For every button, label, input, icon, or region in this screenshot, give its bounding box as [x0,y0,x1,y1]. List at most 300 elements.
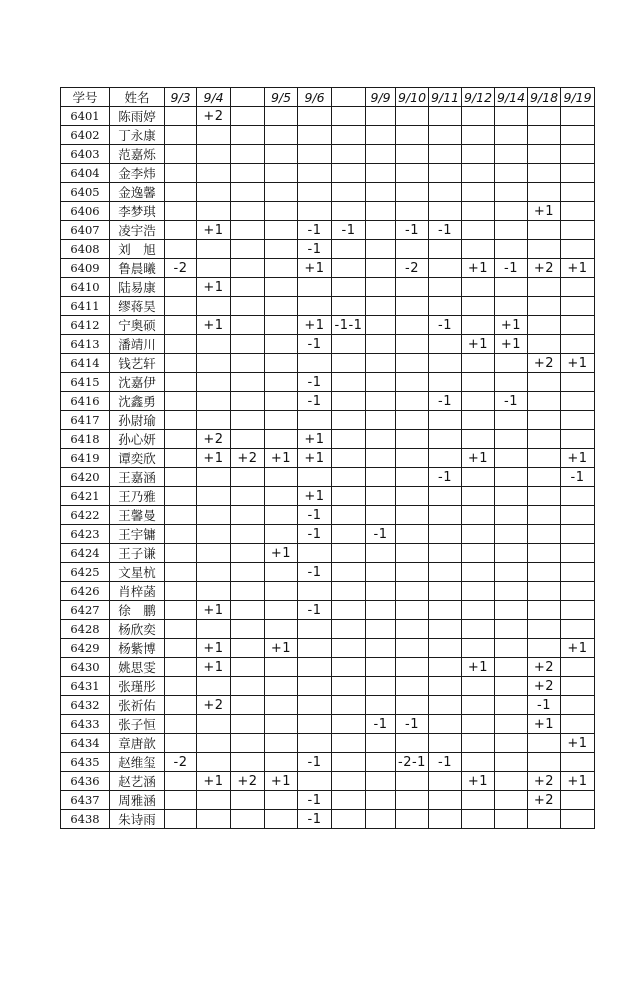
score-mark-cell [332,772,366,791]
score-mark-cell [231,601,265,620]
score-mark-cell [396,316,429,335]
score-mark-cell [265,468,298,487]
score-mark-cell [366,639,396,658]
score-mark-cell [561,392,595,411]
student-name-cell: 王宇镛 [110,525,165,544]
score-mark-cell: +1 [197,658,231,677]
score-mark-cell [332,278,366,297]
student-name-cell: 潘靖川 [110,335,165,354]
student-row [61,582,595,601]
student-name-cell: 杨欣奕 [110,620,165,639]
score-mark-cell [462,620,495,639]
score-mark-cell [197,411,231,430]
score-mark-cell [165,506,197,525]
score-mark-cell: -1 [429,468,462,487]
score-mark-cell [429,297,462,316]
score-mark-cell [332,487,366,506]
student-name-cell: 沈嘉伊 [110,373,165,392]
score-mark-cell [528,753,561,772]
score-mark-cell: -2 [396,259,429,278]
score-mark-cell [197,810,231,829]
score-mark-cell [298,107,332,126]
score-mark-cell [366,183,396,202]
score-mark-cell [366,240,396,259]
score-mark-cell: +2 [528,677,561,696]
score-mark-cell: +1 [265,449,298,468]
student-id-cell: 6404 [61,164,110,183]
score-mark-cell [165,791,197,810]
score-mark-cell [429,373,462,392]
score-mark-cell [231,639,265,658]
score-mark-cell [528,582,561,601]
student-row [61,525,595,544]
score-mark-cell [462,677,495,696]
score-mark-cell [495,715,528,734]
student-row [61,639,595,658]
score-mark-cell [561,487,595,506]
score-mark-cell [528,487,561,506]
score-mark-cell [429,582,462,601]
score-mark-cell [561,715,595,734]
score-mark-cell: -2 [165,259,197,278]
score-mark-cell [462,544,495,563]
student-name-cell: 张瑾彤 [110,677,165,696]
score-mark-cell [332,468,366,487]
score-mark-cell [561,601,595,620]
score-mark-cell [231,582,265,601]
score-mark-cell [462,525,495,544]
score-mark-cell [231,810,265,829]
header-date: 9/18 [528,88,561,107]
score-mark-cell [561,430,595,449]
score-mark-cell [332,202,366,221]
score-mark-cell [165,392,197,411]
score-mark-cell: +1 [298,259,332,278]
score-mark-cell [462,316,495,335]
score-mark-cell [495,126,528,145]
student-name-cell: 文星杭 [110,563,165,582]
score-mark-cell: +1 [462,772,495,791]
score-mark-cell [265,810,298,829]
score-mark-cell [265,183,298,202]
score-mark-cell [396,582,429,601]
header-date: 9/5 [265,88,298,107]
score-mark-cell [298,183,332,202]
score-mark-cell [528,430,561,449]
score-mark-cell [265,145,298,164]
score-mark-cell [462,791,495,810]
score-mark-cell [429,810,462,829]
score-mark-cell [462,734,495,753]
score-mark-cell [396,696,429,715]
score-mark-cell [231,411,265,430]
score-mark-cell [332,164,366,183]
score-mark-cell [265,658,298,677]
student-id-cell: 6409 [61,259,110,278]
roster-body [61,107,595,829]
score-mark-cell [528,335,561,354]
score-mark-cell [332,582,366,601]
header-date: 9/3 [165,88,197,107]
student-name-cell: 周雅涵 [110,791,165,810]
student-row [61,449,595,468]
score-mark-cell [265,430,298,449]
score-mark-cell [165,183,197,202]
score-mark-cell: +2 [528,354,561,373]
score-mark-cell [462,582,495,601]
score-mark-cell [528,107,561,126]
score-mark-cell [366,696,396,715]
score-mark-cell: -1 [396,221,429,240]
score-mark-cell [366,107,396,126]
student-id-cell: 6436 [61,772,110,791]
score-mark-cell [332,183,366,202]
score-mark-cell [231,487,265,506]
score-mark-cell [528,126,561,145]
score-mark-cell [366,620,396,639]
score-mark-cell [462,430,495,449]
score-mark-cell: -1 [298,810,332,829]
score-mark-cell [528,601,561,620]
score-mark-cell [495,202,528,221]
score-mark-cell [265,411,298,430]
header-date: 9/9 [366,88,396,107]
score-mark-cell: +2 [528,791,561,810]
score-mark-cell [462,753,495,772]
score-mark-cell [265,791,298,810]
score-mark-cell [332,506,366,525]
score-mark-cell [462,373,495,392]
score-mark-cell [265,373,298,392]
score-mark-cell [396,164,429,183]
score-mark-cell [528,506,561,525]
score-mark-cell [298,411,332,430]
student-name-cell: 赵维玺 [110,753,165,772]
score-mark-cell [495,145,528,164]
score-mark-cell [231,221,265,240]
score-mark-cell [165,696,197,715]
score-mark-cell [366,354,396,373]
score-mark-cell [462,392,495,411]
student-row [61,791,595,810]
score-mark-cell [197,563,231,582]
student-row [61,126,595,145]
score-mark-cell [561,335,595,354]
score-mark-cell [366,335,396,354]
header-student-name: 姓名 [110,88,165,107]
score-mark-cell [528,525,561,544]
score-mark-cell [495,696,528,715]
score-mark-cell [197,544,231,563]
student-id-cell: 6428 [61,620,110,639]
score-mark-cell [462,487,495,506]
student-name-cell: 金李炜 [110,164,165,183]
score-mark-cell [462,297,495,316]
score-mark-cell: -1 [298,506,332,525]
score-mark-cell [231,297,265,316]
score-mark-cell [561,658,595,677]
student-id-cell: 6431 [61,677,110,696]
score-mark-cell [495,620,528,639]
score-mark-cell [429,487,462,506]
score-mark-cell: +1 [298,316,332,335]
score-mark-cell [265,259,298,278]
score-mark-cell [165,544,197,563]
score-mark-cell [332,525,366,544]
score-mark-cell [429,354,462,373]
student-row [61,392,595,411]
score-mark-cell [197,487,231,506]
student-id-cell: 6407 [61,221,110,240]
score-mark-cell [332,335,366,354]
score-mark-cell: -1 [396,715,429,734]
student-name-cell: 李梦琪 [110,202,165,221]
score-mark-cell [396,202,429,221]
score-mark-cell [561,753,595,772]
score-mark-cell [429,126,462,145]
score-mark-cell [265,202,298,221]
student-row [61,183,595,202]
score-mark-cell: +1 [265,639,298,658]
header-date: 9/11 [429,88,462,107]
student-row [61,772,595,791]
student-name-cell: 张祈佑 [110,696,165,715]
student-id-cell: 6420 [61,468,110,487]
score-mark-cell [429,145,462,164]
score-mark-cell [165,449,197,468]
score-mark-cell [332,411,366,430]
student-id-cell: 6402 [61,126,110,145]
score-mark-cell [528,392,561,411]
student-id-cell: 6403 [61,145,110,164]
score-mark-cell [528,316,561,335]
score-mark-cell [265,335,298,354]
score-mark-cell [528,278,561,297]
score-mark-cell [396,658,429,677]
score-mark-cell [298,145,332,164]
score-mark-cell: +2 [231,449,265,468]
score-mark-cell: -1 [298,240,332,259]
score-mark-cell [165,677,197,696]
score-mark-cell [231,715,265,734]
score-mark-cell [495,278,528,297]
score-mark-cell [528,221,561,240]
score-mark-cell [366,658,396,677]
score-mark-cell [561,202,595,221]
score-mark-cell [495,107,528,126]
score-mark-cell [528,240,561,259]
score-mark-cell [495,164,528,183]
score-mark-cell: +2 [528,259,561,278]
score-mark-cell [332,449,366,468]
score-mark-cell [231,107,265,126]
score-mark-cell [197,335,231,354]
score-mark-cell [561,677,595,696]
student-row [61,620,595,639]
score-mark-cell [332,297,366,316]
score-mark-cell [462,107,495,126]
score-mark-cell [332,563,366,582]
student-name-cell: 沈鑫勇 [110,392,165,411]
score-mark-cell [197,392,231,411]
score-mark-cell: +1 [197,601,231,620]
score-mark-cell: +1 [528,715,561,734]
score-mark-cell [332,126,366,145]
student-row [61,810,595,829]
score-mark-cell [332,354,366,373]
score-mark-cell [332,677,366,696]
score-mark-cell [366,316,396,335]
score-mark-cell [265,126,298,145]
score-mark-cell [429,563,462,582]
score-mark-cell [231,506,265,525]
student-name-cell: 钱艺轩 [110,354,165,373]
score-mark-cell [429,677,462,696]
score-mark-cell: -1 [298,791,332,810]
score-mark-cell [429,335,462,354]
score-mark-cell [231,696,265,715]
score-mark-cell [265,715,298,734]
student-id-cell: 6411 [61,297,110,316]
score-mark-cell [165,202,197,221]
score-mark-cell [165,772,197,791]
score-mark-cell [462,354,495,373]
score-mark-cell [366,259,396,278]
score-mark-cell [396,183,429,202]
student-name-cell: 王子谦 [110,544,165,563]
score-mark-cell [561,373,595,392]
student-name-cell: 徐 鹏 [110,601,165,620]
score-mark-cell [231,753,265,772]
score-mark-cell [265,297,298,316]
student-row [61,677,595,696]
header-date: 9/12 [462,88,495,107]
student-id-cell: 6437 [61,791,110,810]
student-name-cell: 金逸馨 [110,183,165,202]
score-mark-cell [265,620,298,639]
student-name-cell: 王嘉涵 [110,468,165,487]
score-mark-cell [231,183,265,202]
score-mark-cell [462,164,495,183]
student-row [61,240,595,259]
student-id-cell: 6419 [61,449,110,468]
score-mark-cell: +1 [561,354,595,373]
score-mark-cell: -1-1 [332,316,366,335]
score-mark-cell: -1 [429,753,462,772]
student-id-cell: 6412 [61,316,110,335]
score-mark-cell [332,259,366,278]
score-mark-cell [396,639,429,658]
header-student-id: 学号 [61,88,110,107]
student-id-cell: 6434 [61,734,110,753]
score-mark-cell [332,601,366,620]
score-mark-cell [396,487,429,506]
score-mark-cell [495,430,528,449]
score-mark-cell: -1 [298,373,332,392]
score-mark-cell [495,487,528,506]
student-name-cell: 缪蒋昊 [110,297,165,316]
score-mark-cell [165,107,197,126]
score-mark-cell [561,316,595,335]
score-mark-cell [332,791,366,810]
score-mark-cell [396,107,429,126]
score-mark-cell [396,601,429,620]
score-mark-cell [298,677,332,696]
roster-table [60,87,595,829]
score-mark-cell [495,677,528,696]
student-name-cell: 杨紫博 [110,639,165,658]
score-mark-cell: +2 [197,107,231,126]
student-id-cell: 6426 [61,582,110,601]
score-mark-cell [561,297,595,316]
score-mark-cell [396,468,429,487]
score-mark-cell [366,221,396,240]
student-id-cell: 6413 [61,335,110,354]
score-mark-cell: +1 [561,639,595,658]
score-mark-cell [528,563,561,582]
score-mark-cell [197,677,231,696]
score-mark-cell [528,183,561,202]
score-mark-cell [528,544,561,563]
score-mark-cell [265,601,298,620]
score-mark-cell [197,753,231,772]
score-mark-cell [197,791,231,810]
score-mark-cell [495,734,528,753]
score-mark-cell [332,373,366,392]
score-mark-cell [366,506,396,525]
score-mark-cell [197,506,231,525]
score-mark-cell [561,164,595,183]
student-id-cell: 6422 [61,506,110,525]
score-mark-cell [561,506,595,525]
score-mark-cell: -1 [298,335,332,354]
score-mark-cell [197,582,231,601]
score-mark-cell: +1 [298,430,332,449]
score-mark-cell [265,164,298,183]
score-mark-cell [332,715,366,734]
header-date: 9/19 [561,88,595,107]
student-id-cell: 6421 [61,487,110,506]
score-mark-cell [495,506,528,525]
score-mark-cell [298,620,332,639]
score-mark-cell: +1 [197,221,231,240]
student-row [61,411,595,430]
score-mark-cell [366,468,396,487]
student-row [61,316,595,335]
score-mark-cell [429,734,462,753]
score-mark-cell [298,734,332,753]
score-mark-cell [528,411,561,430]
score-mark-cell [429,240,462,259]
score-mark-cell [366,544,396,563]
student-id-cell: 6415 [61,373,110,392]
score-mark-cell: +1 [528,202,561,221]
score-mark-cell [265,506,298,525]
score-mark-cell [366,677,396,696]
score-mark-cell [165,487,197,506]
score-mark-cell [429,107,462,126]
score-mark-cell [265,240,298,259]
score-mark-cell: -1 [495,392,528,411]
score-mark-cell [231,392,265,411]
score-mark-cell [231,164,265,183]
score-mark-cell [197,620,231,639]
score-mark-cell [429,430,462,449]
student-id-cell: 6418 [61,430,110,449]
score-mark-cell: -1 [298,563,332,582]
score-mark-cell [462,411,495,430]
score-mark-cell [231,658,265,677]
